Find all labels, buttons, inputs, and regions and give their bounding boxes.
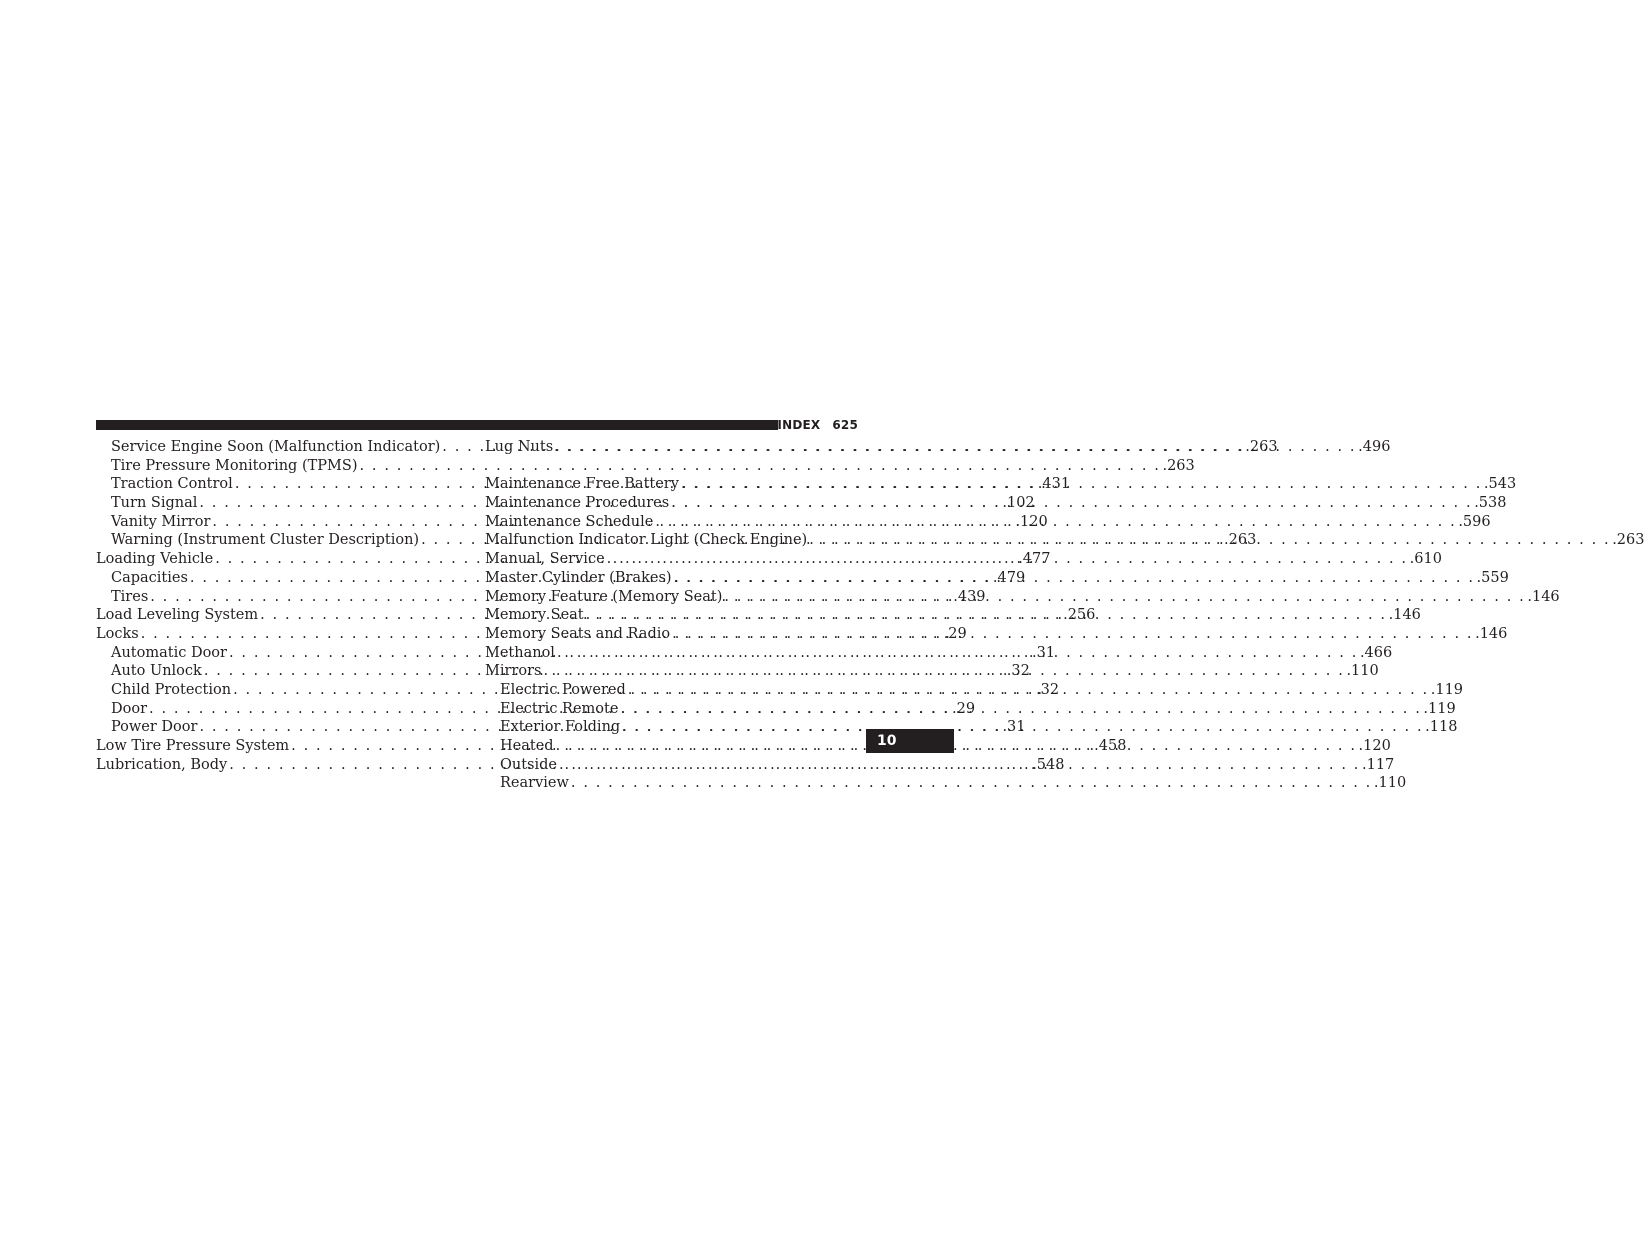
entry-page: .559 <box>1476 569 1509 586</box>
dot-leader <box>722 588 1527 607</box>
entry-page: .596 <box>1458 513 1491 530</box>
entry-label: Tire Pressure Monitoring (TPMS) <box>111 457 358 474</box>
dot-leader <box>584 606 1389 625</box>
entry-label: Turn Signal <box>111 495 198 512</box>
entry-label: Electric Powered <box>500 681 626 698</box>
entry-label: Capacities <box>111 569 188 586</box>
entry-page: .118 <box>1425 719 1458 736</box>
entry-page: .29 <box>943 625 967 642</box>
entry-label: Memory Seats and Radio <box>485 625 671 642</box>
entry-page: .146 <box>1527 588 1560 605</box>
dot-leader <box>554 737 1359 756</box>
entry-label: Mirrors <box>485 663 542 680</box>
entry-page: .120 <box>1015 513 1048 530</box>
blank-row <box>485 457 858 476</box>
entry-label: Manual, Service <box>485 551 605 568</box>
entry-label: Outside <box>500 756 557 773</box>
entry-label: Auto Unlock <box>111 663 202 680</box>
dot-leader <box>557 756 1362 775</box>
entry-page: .31 <box>1031 644 1056 661</box>
dot-leader <box>620 718 1425 737</box>
chapter-number: 10 <box>877 733 897 749</box>
entry-label: Master Cylinder (Brakes) <box>485 569 672 586</box>
entry-page: .479 <box>992 569 1026 586</box>
entry-page: .32 <box>1006 663 1030 680</box>
page-number: 625 <box>832 418 858 432</box>
dot-leader <box>605 550 1410 569</box>
entry-label: Maintenance Schedule <box>485 513 654 530</box>
entry-page: .119 <box>1423 700 1456 717</box>
entry-page: .146 <box>1388 607 1421 624</box>
entry-label: Lug Nuts <box>485 439 554 455</box>
dot-leader <box>569 774 1374 793</box>
index-subentry <box>96 457 1195 476</box>
dot-leader <box>672 569 1477 588</box>
running-header <box>777 417 858 433</box>
dot-leader <box>626 681 1431 700</box>
chapter-tab <box>866 729 954 753</box>
entry-label: Exterior Folding <box>500 719 621 736</box>
header-rule <box>96 420 778 430</box>
entry-page: .32 <box>1036 681 1060 698</box>
dot-leader <box>669 494 1474 513</box>
dot-leader <box>555 644 1360 663</box>
entry-label: Electric Remote <box>500 700 619 717</box>
entry-label: Load Leveling System <box>96 607 259 624</box>
entry-page: .256 <box>1063 607 1096 624</box>
entry-label: Vanity Mirror <box>111 513 211 530</box>
entry-label: Malfunction Indicator Light (Check Engine) <box>485 532 808 549</box>
entry-page: .477 <box>1018 551 1051 568</box>
entry-label: Locks <box>96 625 139 642</box>
entry-page: .146 <box>1475 625 1508 642</box>
dot-leader <box>679 475 1484 494</box>
entry-page: .496 <box>1358 439 1391 455</box>
dot-leader <box>541 662 1346 681</box>
entry-label: Warning (Instrument Cluster Description) <box>111 532 420 549</box>
dot-leader <box>553 438 1358 457</box>
section-title: INDEX <box>777 418 821 432</box>
entry-label: Tires <box>111 588 149 605</box>
entry-page: .466 <box>1359 644 1393 661</box>
dot-leader <box>670 625 1475 644</box>
index-subentry <box>485 774 1407 793</box>
entry-label: Heated <box>500 738 554 754</box>
entry-page: .263 <box>1612 532 1645 549</box>
entry-page: .263 <box>1162 457 1195 474</box>
dot-leader <box>653 513 1458 532</box>
entry-page: .538 <box>1474 495 1507 512</box>
entry-page: .31 <box>1002 719 1026 736</box>
entry-page: .439 <box>953 588 986 605</box>
entry-label: Methanol <box>485 644 555 661</box>
entry-page: .458 <box>1094 738 1127 754</box>
entry-label: Power Door <box>111 719 198 736</box>
entry-page: .548 <box>1032 756 1065 773</box>
entry-page: .610 <box>1409 551 1442 568</box>
entry-label: Loading Vehicle <box>96 551 214 568</box>
entry-page: .543 <box>1483 476 1517 493</box>
dot-leader <box>618 700 1423 719</box>
entry-label: Rearview <box>500 775 569 792</box>
index-entry <box>485 531 1645 550</box>
entry-label: Maintenance Procedures <box>485 495 670 512</box>
entry-page: .263 <box>1224 532 1257 549</box>
entry-label: Child Protection <box>111 681 232 698</box>
entry-label: Automatic Door <box>111 644 227 661</box>
entry-label: Memory Feature (Memory Seat) <box>485 588 723 605</box>
entry-page: .117 <box>1361 756 1395 773</box>
entry-page: .110 <box>1346 663 1379 680</box>
entry-label: Lubrication, Body <box>96 756 228 773</box>
entry-page: .102 <box>1002 495 1035 512</box>
entry-label: Door <box>111 700 148 717</box>
entry-label: Low Tire Pressure System <box>96 738 290 754</box>
dot-leader <box>807 531 1612 550</box>
entry-page: .431 <box>1037 476 1071 493</box>
entry-label: Traction Control <box>111 476 233 493</box>
entry-page: .119 <box>1430 681 1464 698</box>
entry-label: Service Engine Soon (Malfunction Indicator) <box>111 439 441 455</box>
entry-label: Maintenance Free Battery <box>485 476 679 493</box>
entry-page: .110 <box>1373 775 1407 792</box>
entry-label: Memory Seat <box>485 607 584 624</box>
entry-page: .120 <box>1358 738 1391 754</box>
entry-page: .263 <box>1245 439 1278 455</box>
entry-page: .29 <box>952 700 976 717</box>
